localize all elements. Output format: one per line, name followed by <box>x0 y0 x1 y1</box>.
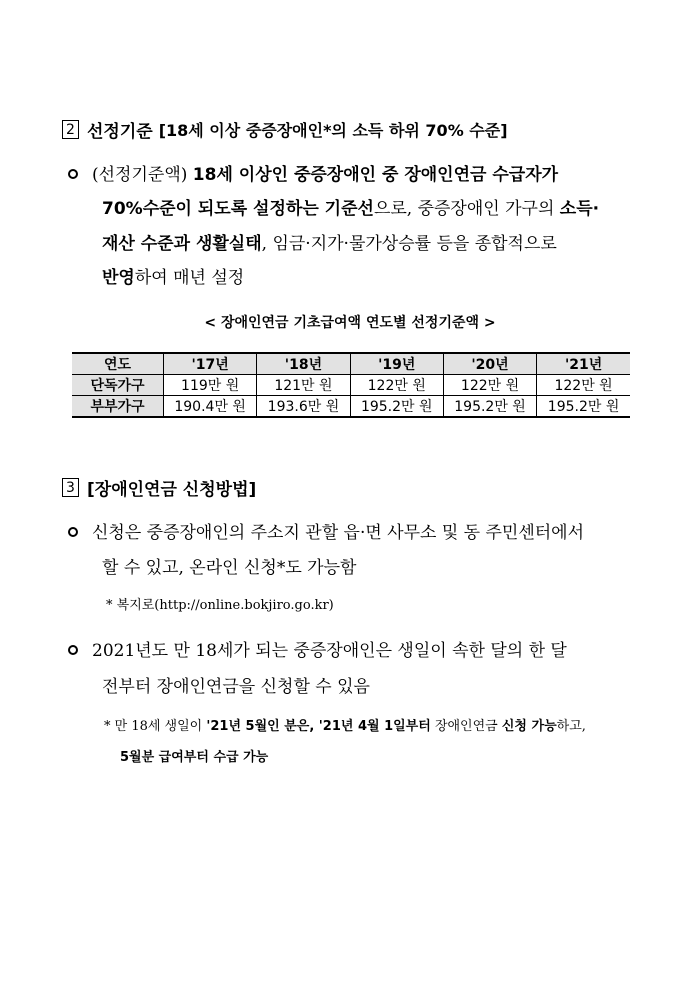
table-cell: 195.2만 원 <box>443 396 536 418</box>
section2-subtitle: [18세 이상 중증장애인*의 소득 하위 70% 수준] <box>158 121 508 140</box>
section3-bullet1-line1 <box>68 518 584 543</box>
circle-bullet-icon <box>68 645 78 655</box>
text: , 임금·지가·물가상승률 등을 종합적으로 <box>261 234 557 254</box>
table-header-row <box>72 353 630 375</box>
section3-note1: * 복지로(http://online.bokjiro.go.kr) <box>106 598 334 613</box>
section3-note2-line2: 5월분 급여부터 수급 가능 <box>120 750 269 765</box>
table-cell: 195.2만 원 <box>537 396 630 418</box>
header-cell: '19년 <box>350 353 443 375</box>
header-cell: '20년 <box>443 353 536 375</box>
section3-bullet2-line2 <box>102 672 370 697</box>
table-row <box>72 396 630 418</box>
text: 장애인연금 <box>430 719 502 734</box>
text-bold: 반영 <box>102 268 135 288</box>
header-cell: 연도 <box>72 353 164 375</box>
text: 전부터 장애인연금을 신청할 수 있음 <box>102 677 370 697</box>
row-label: 부부가구 <box>72 396 164 418</box>
section2-title: 선정기준 <box>87 122 153 142</box>
row-label: 단독가구 <box>72 375 164 396</box>
text: 하고, <box>556 719 586 734</box>
text-bold: 재산 수준과 생활실태 <box>102 234 262 254</box>
section2-bullet-line1 <box>68 160 558 185</box>
section3-heading <box>62 475 256 500</box>
text: * 만 18세 생일이 <box>104 719 207 734</box>
text-bold: 70%수준이 되도록 설정하는 기준선 <box>102 199 374 219</box>
table-row <box>72 375 630 396</box>
section2-bullet-line4 <box>102 263 244 288</box>
circle-bullet-icon <box>68 169 78 179</box>
section3-title: [장애인연금 신청방법] <box>87 480 257 500</box>
section3-note2-line1 <box>104 715 586 734</box>
text: 으로, 중증장애인 가구의 <box>373 199 560 219</box>
header-cell: '18년 <box>257 353 350 375</box>
text: 2021년도 만 18세가 되는 중증장애인은 생일이 속한 달의 한 달 <box>92 641 567 661</box>
text-bold: 18세 이상인 중증장애인 중 장애인연금 수급자가 <box>192 165 559 185</box>
table-cell: 121만 원 <box>257 375 350 396</box>
table-cell: 193.6만 원 <box>257 396 350 418</box>
table-cell: 122만 원 <box>350 375 443 396</box>
table-title: < 장애인연금 기초급여액 연도별 선정기준액 > <box>204 315 496 331</box>
section2-bullet-line3 <box>102 229 557 254</box>
text: 신청은 중증장애인의 주소지 관할 읍·면 사무소 및 동 주민센터에서 <box>92 523 585 543</box>
section3-bullet2-line1 <box>68 636 567 661</box>
section3-number: 3 <box>62 478 79 497</box>
circle-bullet-icon <box>68 527 78 537</box>
header-cell: '21년 <box>537 353 630 375</box>
text: 하여 매년 설정 <box>134 268 245 288</box>
criteria-table <box>72 352 630 418</box>
header-cell: '17년 <box>164 353 257 375</box>
table-cell: 122만 원 <box>443 375 536 396</box>
table-cell: 122만 원 <box>537 375 630 396</box>
section2-bullet-line2 <box>102 194 599 219</box>
text: 할 수 있고, 온라인 신청*도 가능함 <box>102 558 357 578</box>
text-bold: 신청 가능 <box>501 719 557 734</box>
text: (선정기준액) <box>92 165 193 185</box>
section2-number: 2 <box>62 120 79 139</box>
table-cell: 190.4만 원 <box>164 396 257 418</box>
section2-heading <box>62 117 508 142</box>
text-bold: 소득· <box>559 199 600 219</box>
section3-bullet1-line2 <box>102 553 356 578</box>
text-bold: '21년 5월인 분은, '21년 4월 1일부터 <box>206 719 431 734</box>
table-cell: 195.2만 원 <box>350 396 443 418</box>
table-cell: 119만 원 <box>164 375 257 396</box>
